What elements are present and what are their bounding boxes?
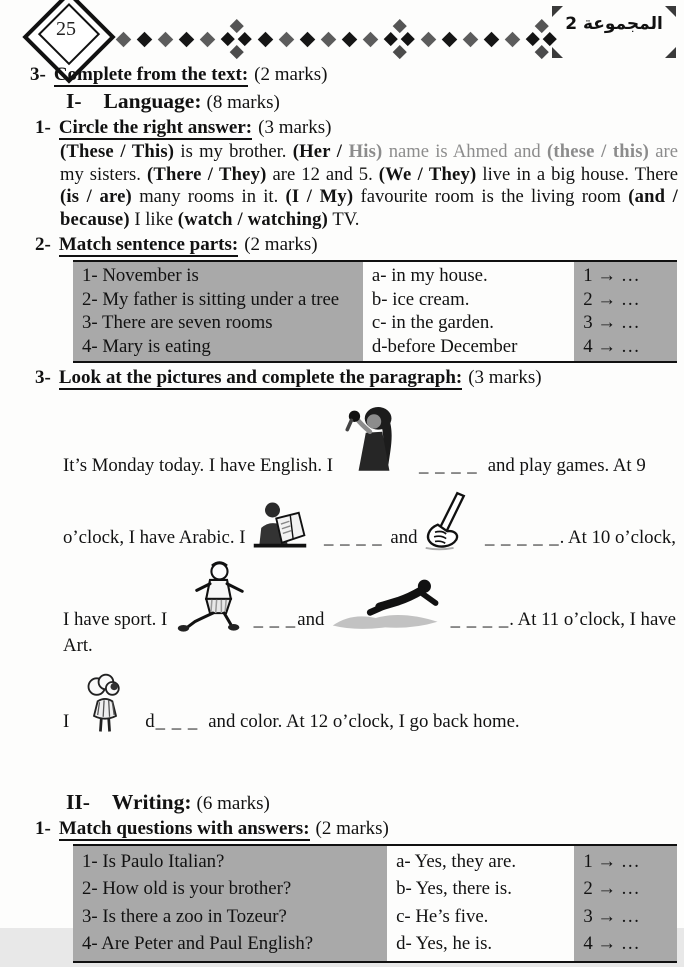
answer-slot: 1 → … [583, 265, 640, 287]
group-label-text: المجموعة 2 [565, 14, 663, 34]
diamond-icon [137, 31, 153, 47]
long-jumper-clipart [325, 575, 449, 633]
answer-slot: 2 → … [583, 288, 640, 310]
heading-title: Look at the pictures and complete the paragraph: [58, 367, 463, 388]
answer-blank: _ _ _ _ [419, 455, 478, 476]
heading-marks: (2 marks) [254, 64, 328, 85]
match-answer-column [574, 262, 677, 361]
table-cell: 1- November is [82, 265, 199, 287]
picture-line-3 [63, 561, 676, 633]
table-cell: d-before December [371, 335, 518, 357]
sentence-text: I have sport. I [63, 609, 168, 630]
heading-marks: (3 marks) [468, 367, 542, 388]
sentence-text: . At 10 o’clock, [559, 527, 676, 548]
answer-slot: 2 → … [583, 878, 640, 900]
sentence-text: Art. [63, 635, 93, 656]
heading-writing [66, 790, 676, 815]
diamond-icon [279, 31, 295, 47]
heading-number: I- [66, 89, 82, 113]
diamond-icon [484, 31, 500, 47]
heading-title: Complete from the text: [53, 64, 249, 85]
sentence-text: and play games. At 9 [487, 455, 646, 476]
heading-number: 3- [35, 367, 51, 388]
corner-mark-icon [552, 47, 563, 58]
heading-marks: (6 marks) [196, 793, 270, 814]
heading-number: 2- [35, 234, 51, 256]
picture-line-1 [63, 405, 676, 479]
heading-complete-from-text [30, 64, 676, 86]
diamond-icon [200, 31, 216, 47]
heading-number: 1- [35, 117, 51, 138]
diamond-icon [179, 31, 195, 47]
sentence-text: I [63, 711, 70, 732]
match-sentence-table [73, 260, 677, 363]
sentence-text: o’clock, I have Arabic. I [63, 527, 246, 548]
answer-blank: _ _ _ _ [450, 609, 510, 630]
corner-mark-icon [665, 47, 676, 58]
running-boy-clipart [168, 561, 252, 633]
heading-title: Language: [103, 89, 202, 113]
diamond-cluster-icon [386, 20, 413, 58]
answer-blank: _ _ _ _ _ [484, 527, 560, 548]
diamond-icon [505, 31, 521, 47]
heading-title: Circle the right answer: [58, 117, 253, 138]
heading-language [66, 89, 676, 114]
diamond-icon [321, 31, 337, 47]
table-cell: c- He’s five. [396, 905, 489, 927]
table-cell: 1- Is Paulo Italian? [82, 851, 225, 872]
diamond-cluster-icon [223, 20, 250, 58]
table-cell: b- ice cream. [371, 288, 470, 310]
heading-match-questions [35, 818, 676, 840]
table-cell: 4- Mary is eating [82, 335, 211, 357]
heading-title: Match sentence parts: [58, 234, 239, 256]
heading-number: II- [66, 790, 90, 814]
heading-title: Match questions with answers: [58, 818, 310, 839]
answer-blank: d_ _ _ [145, 711, 199, 732]
answer-blank: _ _ _ _ [324, 527, 383, 548]
answer-blank: _ _ _ [253, 609, 297, 630]
group-label [550, 6, 678, 58]
circle-exercise-paragraph: (These / This) is my brother. (Her / His) name is Ahmed and (these / this) are my sisters. (There / They) are 12 and 5. (We / They) live in a big house. There (is / are) many rooms in it. (I / My) favourite room is the living room (and / because) I like (watch / watching) TV. [60, 141, 679, 230]
diamond-icon [363, 31, 379, 47]
table-cell: 2- How old is your brother? [82, 878, 292, 900]
diamond-icon [421, 31, 437, 47]
match-answer-column [574, 846, 677, 961]
diamond-icon [158, 31, 174, 47]
page-number: 25 [56, 18, 76, 40]
table-cell: c- in the garden. [371, 312, 494, 334]
heading-number: 3- [30, 64, 46, 85]
heading-circle-right-answer [35, 117, 676, 139]
diamond-icon [116, 31, 132, 47]
heading-marks: (3 marks) [258, 117, 332, 138]
sentence-text: and [390, 527, 418, 548]
picture-line-2 [63, 491, 676, 551]
decorative-diamond-band [118, 16, 546, 62]
diamond-icon [342, 31, 358, 47]
sentence-text: It’s Monday today. I have English. I [63, 455, 334, 476]
answer-slot: 4 → … [583, 933, 640, 955]
match-middle-column [387, 846, 574, 961]
diamond-icon [300, 31, 316, 47]
table-cell: 2- My father is sitting under a tree [82, 288, 340, 310]
table-cell: a- in my house. [371, 265, 488, 287]
table-cell: 4- Are Peter and Paul English? [82, 933, 314, 955]
reading-boy-clipart [250, 499, 310, 551]
table-cell: b- Yes, there is. [396, 878, 512, 900]
diamond-icon [463, 31, 479, 47]
drawing-child-clipart [83, 673, 127, 735]
table-cell: a- Yes, they are. [396, 851, 517, 872]
table-cell: 3- Is there a zoo in Tozeur? [82, 905, 287, 927]
heading-marks: (8 marks) [206, 92, 280, 113]
match-questions-table [73, 844, 677, 963]
worksheet-content [0, 62, 684, 967]
writing-hand-clipart [422, 491, 474, 551]
sentence-text: and [297, 609, 325, 630]
match-middle-column [363, 262, 574, 361]
heading-title: Writing: [111, 790, 192, 814]
match-left-column [73, 846, 387, 961]
sentence-text: and color. At 12 o’clock, I go back home. [208, 711, 520, 732]
sentence-text: . At 11 o’clock, I have [509, 609, 677, 630]
heading-match-sentence-parts [35, 234, 676, 256]
heading-number: 1- [35, 818, 51, 839]
table-cell: 3- There are seven rooms [82, 312, 273, 334]
diamond-icon [258, 31, 274, 47]
heading-pictures-paragraph [35, 367, 676, 389]
diamond-icon [442, 31, 458, 47]
heading-marks: (2 marks) [244, 234, 318, 256]
answer-slot: 1 → … [583, 851, 640, 872]
picture-line-4 [63, 673, 676, 735]
answer-slot: 3 → … [583, 312, 640, 334]
match-left-column [73, 262, 363, 361]
singing-girl-clipart [343, 405, 405, 479]
answer-slot: 3 → … [583, 905, 640, 927]
table-cell: d- Yes, he is. [396, 933, 493, 955]
answer-slot: 4 → … [583, 335, 640, 357]
heading-marks: (2 marks) [315, 818, 389, 839]
